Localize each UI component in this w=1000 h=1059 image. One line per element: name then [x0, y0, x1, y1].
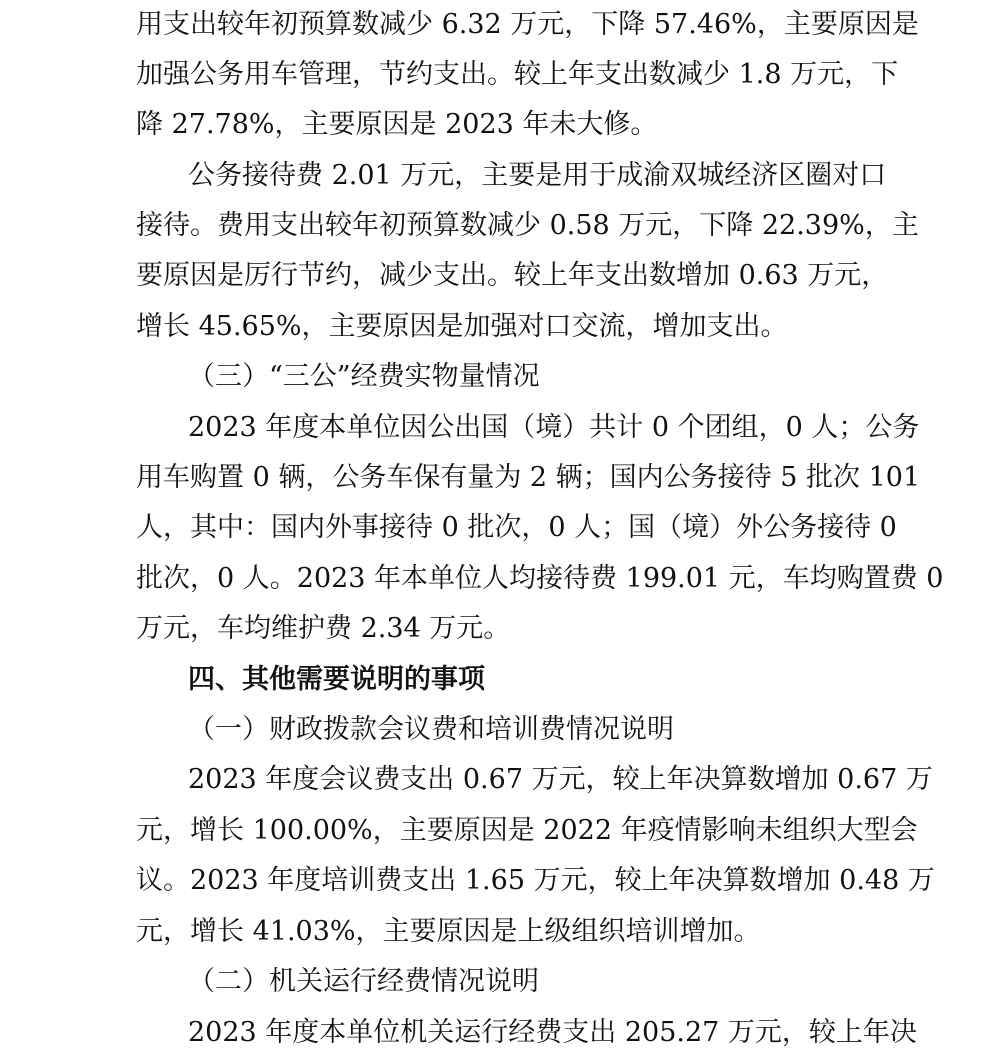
paragraph-line: 增长 45.65%，主要原因是加强对口交流，增加支出。: [136, 311, 788, 342]
paragraph-line: 2023 年度本单位因公出国（境）共计 0 个团组，0 人；公务: [188, 412, 920, 443]
paragraph-line: 元，增长 41.03%，主要原因是上级组织培训增加。: [136, 916, 761, 947]
section-heading: （一）财政拨款会议费和培训费情况说明: [188, 714, 674, 745]
section-heading: （三）“三公”经费实物量情况: [188, 361, 540, 392]
paragraph-line: 降 27.78%，主要原因是 2023 年未大修。: [136, 109, 658, 140]
paragraph-line: 用支出较年初预算数减少 6.32 万元，下降 57.46%，主要原因是: [136, 9, 919, 40]
paragraph-line: 元，增长 100.00%，主要原因是 2022 年疫情影响未组织大型会: [136, 815, 918, 846]
paragraph-line: 加强公务用车管理，节约支出。较上年支出数减少 1.8 万元，下: [136, 59, 899, 90]
paragraph-line: 用车购置 0 辆，公务车保有量为 2 辆；国内公务接待 5 批次 101: [136, 462, 921, 493]
paragraph-line: 人，其中：国内外事接待 0 批次，0 人；国（境）外公务接待 0: [136, 512, 897, 543]
paragraph-line: 接待。费用支出较年初预算数减少 0.58 万元，下降 22.39%，主: [136, 210, 919, 241]
section-heading: （二）机关运行经费情况说明: [188, 966, 539, 997]
paragraph-line: 2023 年度会议费支出 0.67 万元，较上年决算数增加 0.67 万: [188, 764, 933, 795]
paragraph-line: 2023 年度本单位机关运行经费支出 205.27 万元，较上年决: [188, 1017, 917, 1048]
paragraph-line: 批次，0 人。2023 年本单位人均接待费 199.01 元，车均购置费 0: [136, 563, 944, 594]
paragraph-line: 议。2023 年度培训费支出 1.65 万元，较上年决算数增加 0.48 万: [136, 865, 935, 896]
paragraph-line: 要原因是厉行节约，减少支出。较上年支出数增加 0.63 万元，: [136, 260, 889, 291]
section-heading: 四、其他需要说明的事项: [188, 664, 485, 695]
paragraph-line: 万元，车均维护费 2.34 万元。: [136, 613, 511, 644]
paragraph-line: 公务接待费 2.01 万元，主要是用于成渝双城经济区圈对口: [188, 160, 887, 191]
